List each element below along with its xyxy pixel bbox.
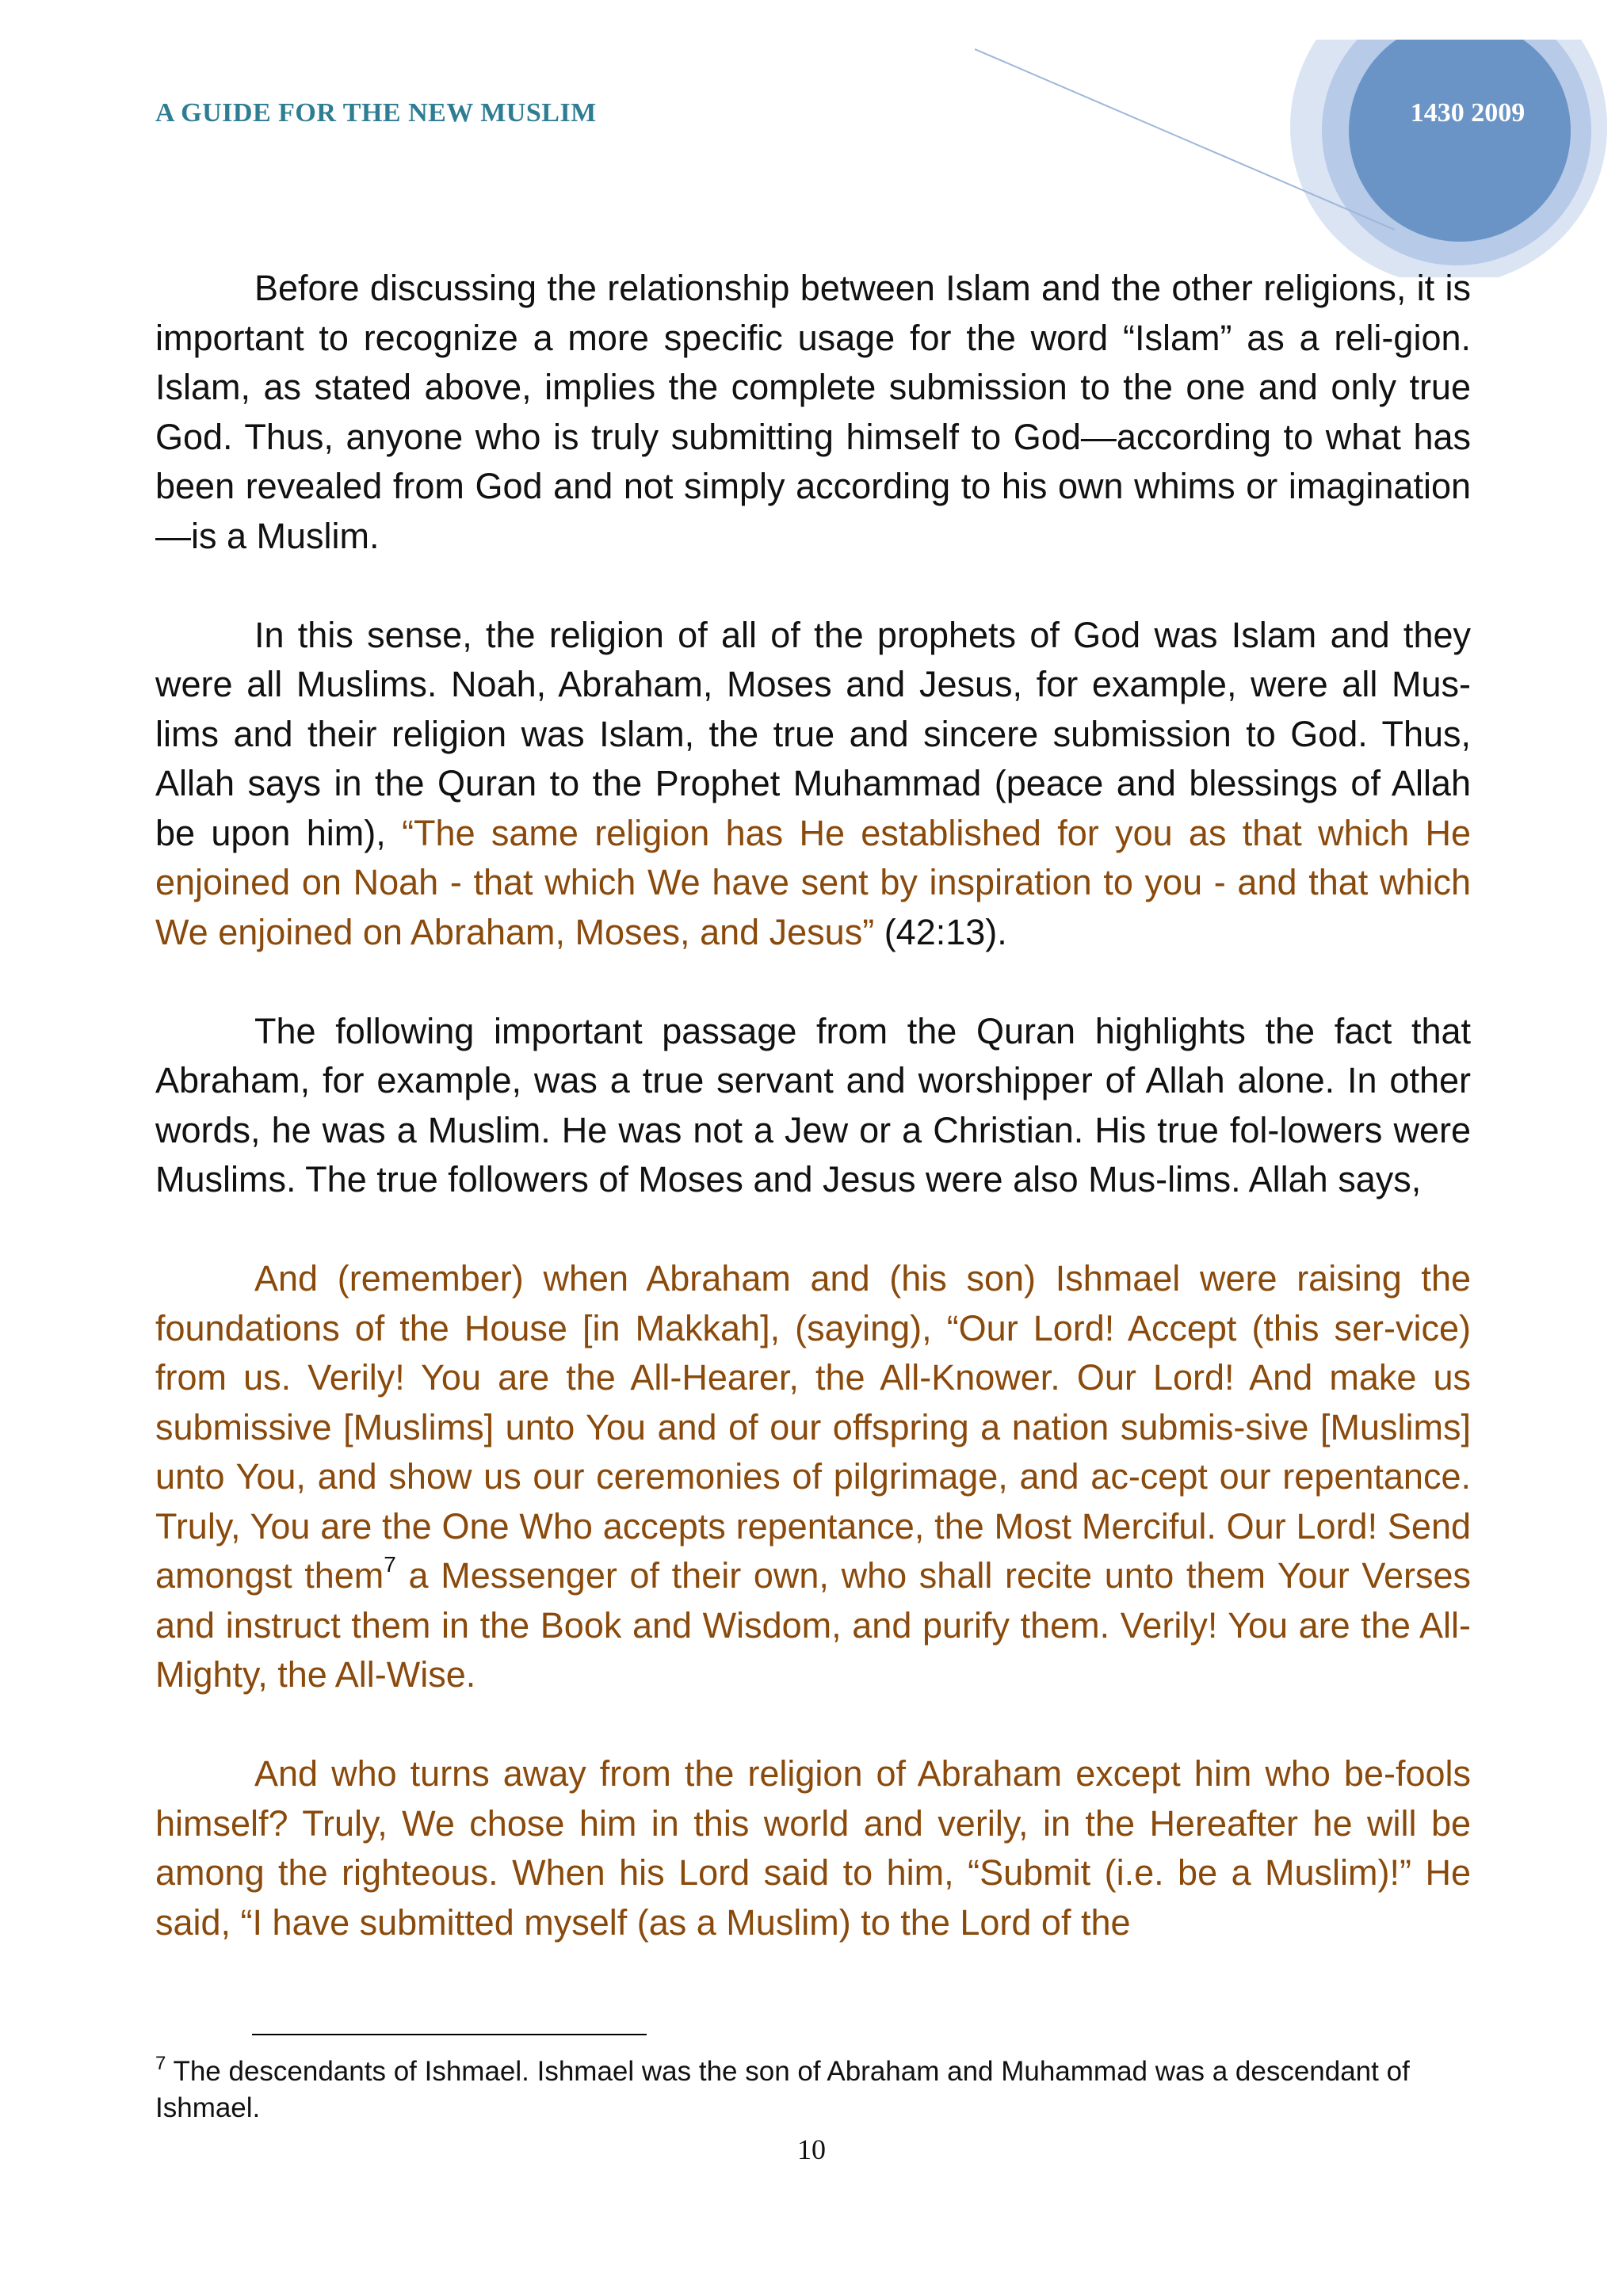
quran-quote-42-13: “The same religion has He established for you as that which He enjoined on Noah - that which We have sent by inspiration to you - and that which We enjoined on Abraham, Moses, and Jesus” (155, 812, 1471, 952)
paragraph-2 (155, 611, 1471, 958)
footnote-number: 7 (155, 2053, 166, 2074)
page-body (155, 264, 1471, 1947)
footnote-reference[interactable]: 7 (384, 1552, 396, 1577)
header-title: A GUIDE FOR THE NEW MUSLIM (155, 98, 597, 128)
quran-passage-1 (155, 1254, 1471, 1700)
quran-passage-1-text: And (remember) when Abraham and (his son) Ishmael were raising the foundations of the House [in Makkah], (saying), “Our Lord! Accept (this ser-vice) from us. Verily! You are the All-Hearer, the All-Knower. Our Lord! And make us submissive [Muslims] unto You and of our offspring a nation submis-sive [Muslims] unto You, and show us our ceremonies of pilgrimage, and ac-cept our repentance. Truly, You are the One Who accepts repentance, the Most Merciful. Our Lord! Send amongst them (155, 1258, 1471, 1596)
paragraph-2-intro: In this sense, the religion of all of the prophets of God was Islam and they were all Muslims. Noah, Abraham, Moses and Jesus, for example, were all Mus-lims and their religion was Islam, the true and sincere submission to God. Thus, Allah says in the Quran to the Prophet Muhammad (peace and blessings of Allah be upon him), (155, 614, 1471, 853)
footnote-text: The descendants of Ishmael. Ishmael was the son of Abraham and Muhammad was a descendant of Ishmael. (155, 2056, 1410, 2123)
header-decoration (975, 40, 1623, 277)
paragraph-1: Before discussing the relationship between Islam and the other religions, it is important to recognize a more specific usage for the word “Islam” as a reli-gion. Islam, as stated above, implies the complete submission to the one and only true God. Thus, anyone who is truly submitting himself to God—according to what has been revealed from God and not simply according to his own whims or imagination—is a Muslim. (155, 268, 1471, 556)
quran-passage-1-continued: a Messenger of their own, who shall recite unto them Your Verses and instruct them in the Book and Wisdom, and purify them. Verily! You are the All-Mighty, the All-Wise. (155, 1555, 1471, 1695)
page-number: 10 (797, 2134, 826, 2165)
footnote (155, 2054, 1471, 2126)
quran-passage-2: And who turns away from the religion of Abraham except him who be-fools himself? Truly, We chose him in this world and verily, in the Hereafter he will be among the righteous. When his Lord said to him, “Submit (i.e. be a Muslim)!” He said, “I have submitted myself (as a Muslim) to the Lord of the (155, 1753, 1471, 1943)
paragraph-3: The following important passage from the Quran highlights the fact that Abraham, for example, was a true servant and worshipper of Allah alone. In other words, he was a Muslim. He was not a Jew or a Christian. His true fol-lowers were Muslims. The true followers of Moses and Jesus were also Mus-lims. Allah says, (155, 1010, 1471, 1199)
footnote-separator (252, 2034, 647, 2035)
header-year: 1430 2009 (1410, 98, 1526, 128)
verse-reference: (42:13). (874, 911, 1007, 952)
